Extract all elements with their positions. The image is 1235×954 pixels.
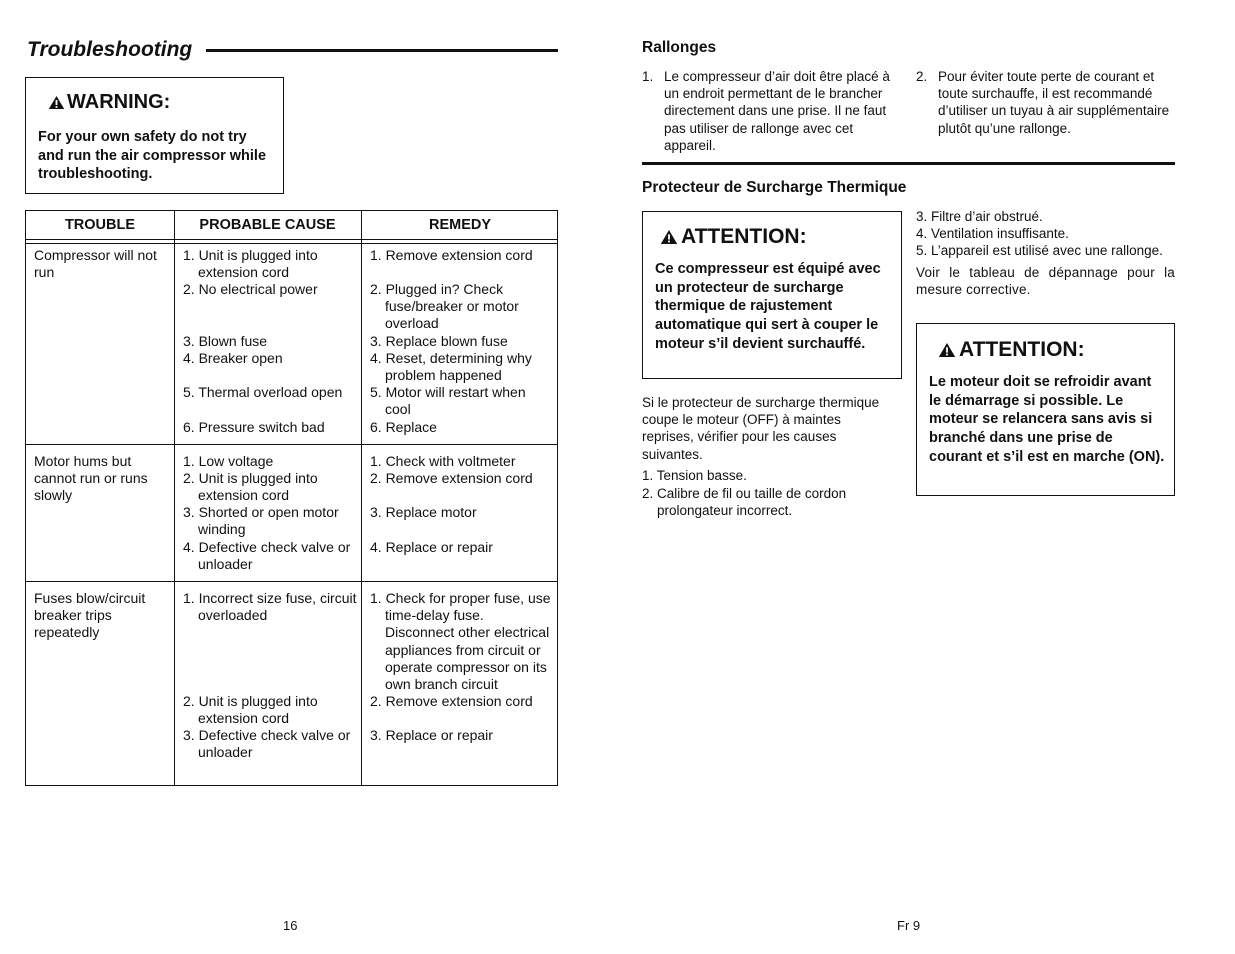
rallonges-heading: Rallonges: [642, 39, 717, 56]
attention-text: Ce compresseur est équipé avec un protecteur de surcharge thermique de rajustement automatique qui sert à couper le moteur s’il devient surchauffé.: [655, 261, 881, 352]
protecteur-heading: Protecteur de Surcharge Thermique: [642, 179, 907, 196]
cause-item: 3. Blown fuse: [183, 333, 268, 349]
cause-list-item: 5. L’appareil est utilisé avec une rallonge.: [916, 243, 1163, 258]
cause-item: 1. Unit is plugged into extension cord: [183, 247, 318, 281]
warning-label: WARNING:: [67, 91, 171, 113]
rallonges-item-text: Le compresseur d’air doit être placé à un endroit permettant de le brancher directement dans une prise. Il ne faut pas utiliser de rallonge avec cet appareil.: [664, 69, 890, 153]
cause-list-item: 2. Calibre de fil ou taille de cordon prolongateur incorrect.: [642, 486, 847, 519]
row-divider: [26, 581, 557, 582]
remedy-item: 1. Check for proper fuse, use time-delay fuse. Disconnect other electrical appliances from circuit or operate compressor on its own branch circuit: [370, 590, 551, 693]
remedy-item: 2. Remove extension cord: [370, 693, 533, 709]
warning-triangle-icon: [48, 95, 65, 110]
cause-item: 2. No electrical power: [183, 281, 318, 297]
remedy-item: 2. Remove extension cord: [370, 470, 533, 486]
list-number: 2.: [916, 69, 928, 84]
cause-item: 1. Low voltage: [183, 453, 274, 469]
cause-list-item: 4. Ventilation insuffisante.: [916, 226, 1069, 241]
header-trouble: TROUBLE: [64, 217, 136, 233]
attention-box: [916, 323, 1175, 496]
cause-item: 6. Pressure switch bad: [183, 419, 325, 435]
page-number: 16: [283, 918, 298, 933]
header-remedy: REMEDY: [428, 217, 492, 233]
remedy-item: 5. Motor will restart when cool: [370, 384, 526, 418]
column-divider: [361, 211, 362, 785]
page-number: Fr 9: [897, 918, 921, 933]
cause-item: 2. Unit is plugged into extension cord: [183, 693, 318, 727]
attention-heading: [938, 337, 1162, 363]
remedy-item: 4. Replace or repair: [370, 539, 493, 555]
column-divider: [174, 211, 175, 785]
page-title: Troubleshooting: [27, 38, 193, 61]
rallonges-item-text: Pour éviter toute perte de courant et toute surchauffe, il est recommandé d’utiliser un tuyau à air supplémentaire plutôt qu’une rallonge.: [938, 69, 1170, 136]
warning-triangle-icon: [938, 342, 956, 358]
cause-item: 1. Incorrect size fuse, circuit overloaded: [183, 590, 357, 624]
attention-label: ATTENTION:: [959, 338, 1085, 361]
cause-item: 3. Shorted or open motor winding: [183, 504, 339, 538]
cause-item: 3. Defective check valve or unloader: [183, 727, 351, 761]
trouble-cell: Compressor will not run: [34, 247, 157, 281]
attention-heading: [660, 224, 889, 250]
cause-item: 4. Defective check valve or unloader: [183, 539, 351, 573]
troubleshooting-table: [25, 210, 558, 786]
remedy-item: 3. Replace motor: [370, 504, 477, 520]
warning-box: [25, 77, 284, 194]
warning-heading: [48, 90, 271, 114]
cause-list-item: 3. Filtre d’air obstrué.: [916, 209, 1043, 224]
remedy-item: 1. Remove extension cord: [370, 247, 533, 263]
cause-item: 4. Breaker open: [183, 350, 283, 366]
cause-item: 2. Unit is plugged into extension cord: [183, 470, 318, 504]
corrective-note: Voir le tableau de dépannage pour la mesure corrective.: [916, 265, 1175, 298]
remedy-item: 6. Replace: [370, 419, 437, 435]
rallonges-item: [916, 68, 1170, 137]
protecteur-intro: Si le protecteur de surcharge thermique coupe le moteur (OFF) à maintes reprises, vérifier pour les causes suivantes.: [642, 395, 880, 462]
row-divider: [26, 444, 557, 445]
remedy-item: 4. Reset, determining why problem happened: [370, 350, 532, 384]
title-rule: [206, 49, 558, 52]
trouble-cell: Fuses blow/circuit breaker trips repeatedly: [34, 590, 146, 641]
attention-label: ATTENTION:: [681, 225, 807, 248]
trouble-cell: Motor hums but cannot run or runs slowly: [34, 453, 148, 504]
cause-list-item: 1. Tension basse.: [642, 468, 747, 483]
remedy-item: 3. Replace blown fuse: [370, 333, 508, 349]
remedy-item: 2. Plugged in? Check fuse/breaker or motor overload: [370, 281, 519, 332]
cause-item: 5. Thermal overload open: [183, 384, 343, 400]
remedy-item: 1. Check with voltmeter: [370, 453, 516, 469]
table-header-double-rule: [26, 243, 557, 244]
section-rule: [642, 162, 1175, 165]
header-probable-cause: PROBABLE CAUSE: [199, 217, 336, 233]
list-number: 1.: [642, 69, 654, 84]
warning-text: For your own safety do not try and run the air compressor while troubleshooting.: [38, 129, 267, 182]
rallonges-item: [642, 68, 904, 154]
attention-box: [642, 211, 902, 379]
warning-triangle-icon: [660, 229, 678, 245]
attention-text: Le moteur doit se refroidir avant le démarrage si possible. Le moteur se relancera sans avis si branché dans une prise de courant et s’il est en marche (ON).: [929, 374, 1165, 465]
remedy-item: 3. Replace or repair: [370, 727, 493, 743]
